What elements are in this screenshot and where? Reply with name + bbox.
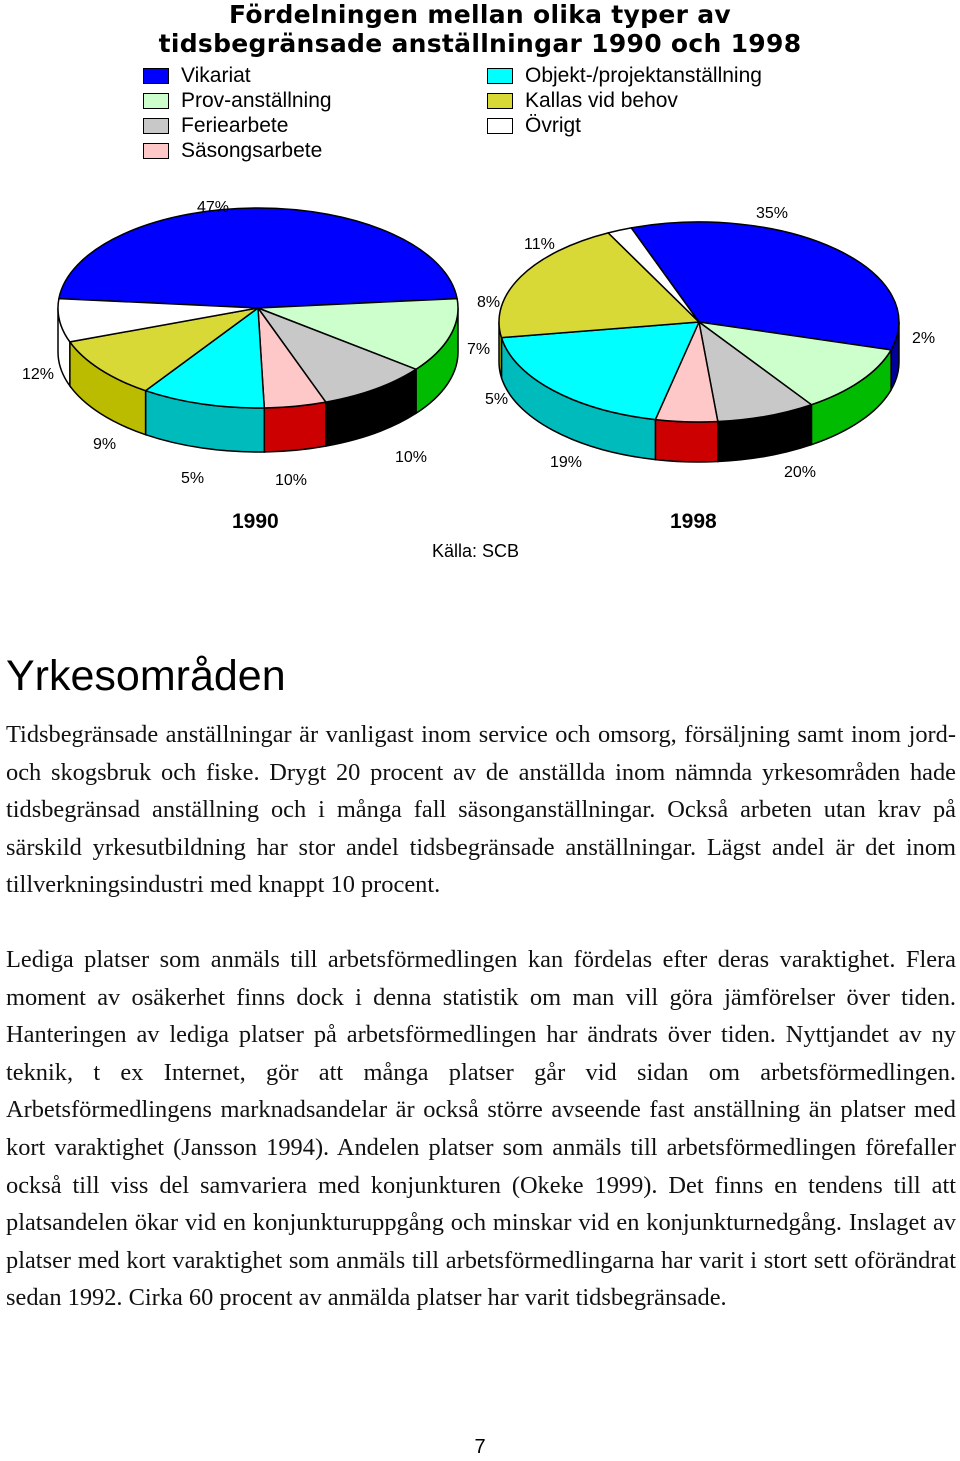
label-1998-prov-anstallning: 11%	[524, 236, 555, 253]
legend-label: Objekt-/projektanställning	[525, 64, 762, 87]
legend-swatch	[143, 143, 169, 159]
label-1990-kallas: 10%	[395, 449, 428, 466]
pie-1990-slice-vikariat	[59, 208, 457, 308]
section-heading: Yrkesområden	[6, 652, 286, 700]
legend-swatch	[487, 68, 513, 84]
legend-label: Prov-anställning	[181, 89, 332, 112]
label-1990-objekt: 10%	[275, 472, 308, 489]
label-1998-sasongsarbete: 5%	[485, 391, 509, 408]
pie-1990-side-säsongsarbete	[264, 402, 325, 452]
page-number: 7	[474, 1436, 486, 1458]
label-1998-objekt: 19%	[550, 454, 583, 471]
label-1990-ovrigt: 7%	[467, 341, 491, 358]
legend-label: Feriearbete	[181, 114, 289, 137]
paragraph-1: Tidsbegränsade anställningar är vanligast inom service och omsorg, försäljning samt inom jord- och skogsbruk och fiske. Drygt 20 procent av de anställda inom nämnda yrkesområden hade tidsbegränsad anställning och i många fall säsonganställningar. Också arbeten utan krav på särskild yrkesutbildning har stor andel tidsbegränsade anställningar. Lägst andel är det inom tillverkningsindustri med knappt 10 procent.	[6, 721, 956, 899]
legend-swatch	[143, 93, 169, 109]
pie-1998	[499, 222, 899, 462]
legend-swatch	[487, 118, 513, 134]
legend-label: Vikariat	[181, 64, 251, 87]
label-1998-kallas: 20%	[784, 464, 817, 481]
chart-title-line1: Fördelningen mellan olika typer av	[228, 0, 732, 29]
legend-label: Säsongsarbete	[181, 139, 323, 162]
legend-label: Kallas vid behov	[525, 89, 678, 112]
source-note: Källa: SCB	[432, 541, 520, 561]
legend-swatch	[143, 118, 169, 134]
legend-swatch	[487, 93, 513, 109]
label-1998-vikariat: 35%	[756, 205, 789, 222]
year-label-1990: 1990	[232, 510, 279, 533]
label-1990-vikariat: 47%	[197, 199, 230, 216]
chart-title-line2: tidsbegränsade anställningar 1990 och 1998	[158, 29, 802, 58]
label-1990-prov-anstallning: 12%	[22, 366, 55, 383]
legend-label: Övrigt	[525, 114, 582, 137]
paragraph-2: Lediga platser som anmäls till arbetsförmedlingen kan fördelas efter deras varaktighet. Flera moment av osäkerhet finns dock i denna statistik om man vill göra jämförelser över tiden. Hanteringen av lediga platser på arbetsförmedlingen har ändrats över tiden. Nyttjandet av ny teknik, t ex Internet, gör att många platser går vid sidan om arbetsförmedlingen. Arbetsförmedlingens marknadsandelar är också större avseende fast anställning än platser med kort varaktighet (Jansson 1994). Andelen platser som anmäls till arbetsförmedlingen förefaller också till viss del samvariera med konjunkturen (Okeke 1999). Det finns en tendens till att platsandelen ökar vid en konjunkturuppgång och minskar vid en konjunkturnedgång. Inslaget av platser med kort varaktighet som anmäls till arbetsförmedlingarna har varit i stort sett oförändrat sedan 1992. Cirka 60 procent av anmälda platser har varit tidsbegränsade.	[6, 946, 956, 1312]
label-1990-sasongsarbete: 5%	[181, 470, 205, 487]
label-1998-ovrigt: 2%	[912, 330, 936, 347]
label-1998-feriearbete: 8%	[477, 294, 501, 311]
label-1990-feriearbete: 9%	[93, 436, 117, 453]
pie-1990	[58, 208, 458, 452]
legend-swatch	[143, 68, 169, 84]
pie-1998-side-säsongsarbete	[655, 420, 717, 462]
year-label-1998: 1998	[670, 510, 717, 533]
figure	[0, 0, 960, 600]
